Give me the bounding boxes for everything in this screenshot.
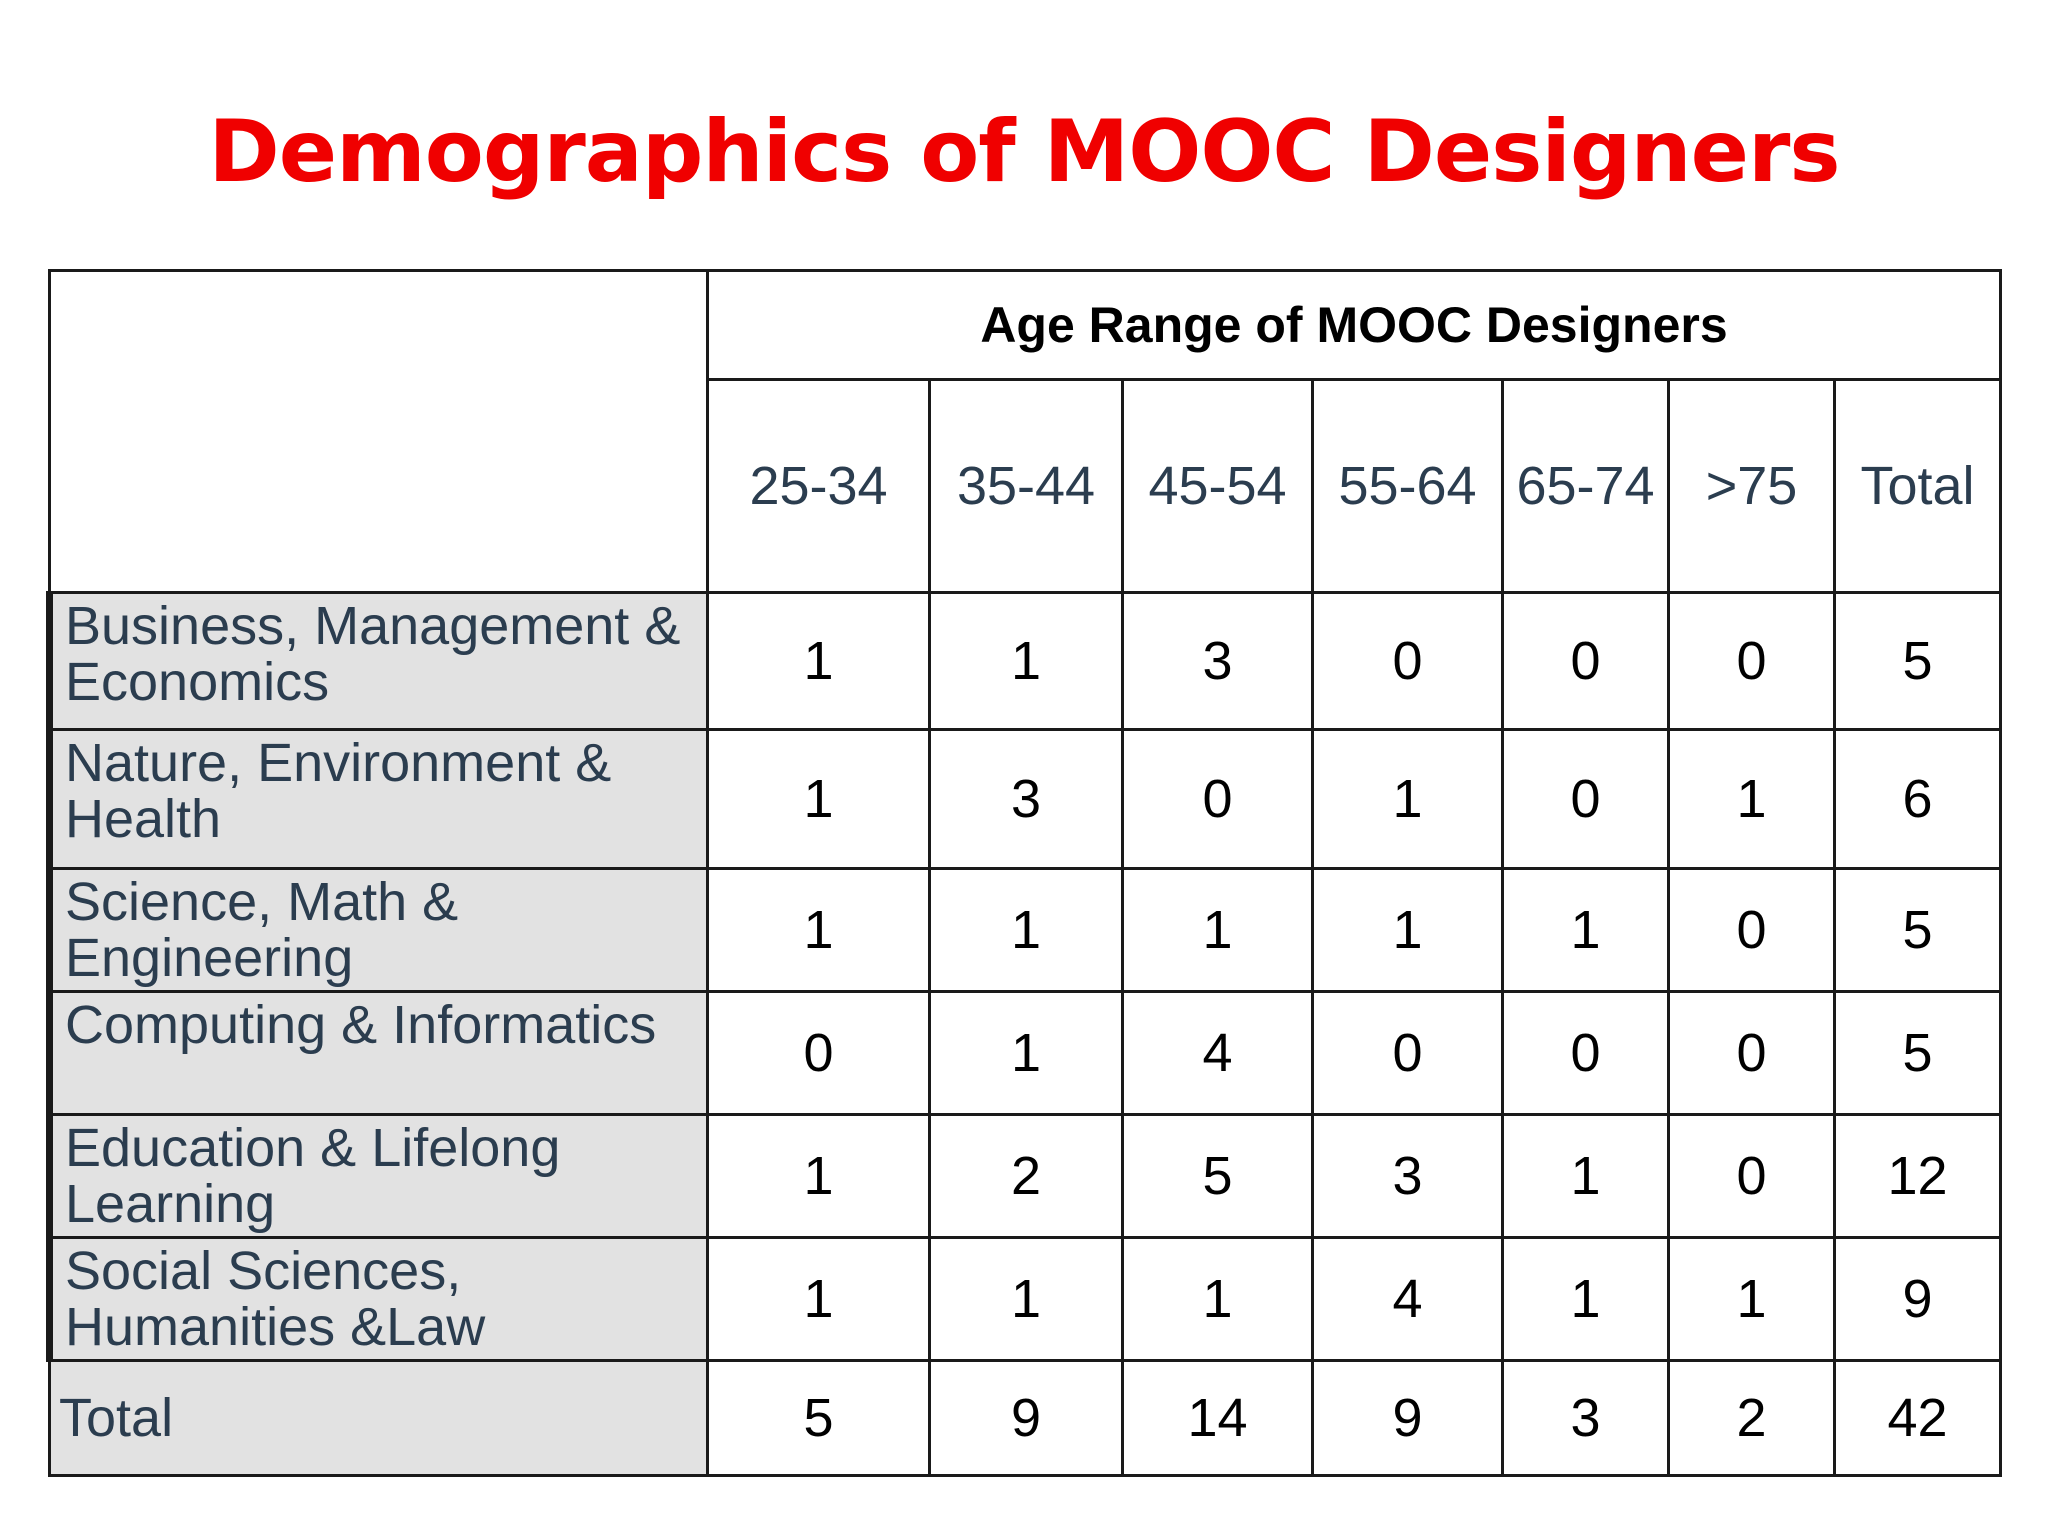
table-cell: 1 <box>1669 1238 1835 1361</box>
column-header: 65-74 <box>1503 380 1669 593</box>
table-cell: 0 <box>1503 992 1669 1115</box>
table-row <box>50 1238 2001 1361</box>
table-cell: 1 <box>708 593 930 730</box>
table-cell: 1 <box>708 730 930 869</box>
table-cell: 0 <box>1503 730 1669 869</box>
row-label: Science, Math & Engineering <box>50 869 708 992</box>
row-total-cell: 5 <box>1835 869 2001 992</box>
column-header: 25-34 <box>708 380 930 593</box>
table-row <box>50 593 2001 730</box>
table-cell: 1 <box>708 1115 930 1238</box>
table-row <box>50 730 2001 869</box>
column-header: 35-44 <box>930 380 1123 593</box>
table-cell: 1 <box>1123 869 1313 992</box>
table-cell: 1 <box>1503 1238 1669 1361</box>
table-cell: 0 <box>1313 992 1503 1115</box>
table-cell: 1 <box>708 869 930 992</box>
column-total-cell: 2 <box>1669 1361 1835 1476</box>
table-cell: 0 <box>1669 869 1835 992</box>
table-cell: 3 <box>1123 593 1313 730</box>
totals-row-label: Total <box>50 1361 708 1476</box>
column-header: 45-54 <box>1123 380 1313 593</box>
table-cell: 0 <box>1313 593 1503 730</box>
column-total-cell: 3 <box>1503 1361 1669 1476</box>
column-total-cell: 9 <box>930 1361 1123 1476</box>
table-cell: 4 <box>1313 1238 1503 1361</box>
row-label: Business, Management & Economics <box>50 593 708 730</box>
totals-row <box>50 1361 2001 1476</box>
grand-total-cell: 42 <box>1835 1361 2001 1476</box>
column-total-cell: 5 <box>708 1361 930 1476</box>
table-cell: 3 <box>1313 1115 1503 1238</box>
table-cell: 2 <box>930 1115 1123 1238</box>
table-cell: 0 <box>1669 1115 1835 1238</box>
column-total-cell: 9 <box>1313 1361 1503 1476</box>
column-header: >75 <box>1669 380 1835 593</box>
row-total-cell: 5 <box>1835 593 2001 730</box>
table-cell: 1 <box>708 1238 930 1361</box>
table-cell: 1 <box>930 593 1123 730</box>
row-label: Education & Lifelong Learning <box>50 1115 708 1238</box>
column-header: 55-64 <box>1313 380 1503 593</box>
table-cell: 1 <box>1503 1115 1669 1238</box>
table-cell: 0 <box>708 992 930 1115</box>
table-cell: 1 <box>930 1238 1123 1361</box>
table-row <box>50 869 2001 992</box>
row-label: Nature, Environment & Health <box>50 730 708 869</box>
table-cell: 1 <box>1669 730 1835 869</box>
table-cell: 1 <box>930 992 1123 1115</box>
row-total-cell: 12 <box>1835 1115 2001 1238</box>
age-range-header: Age Range of MOOC Designers <box>708 271 2001 380</box>
table-cell: 1 <box>1123 1238 1313 1361</box>
column-header-total: Total <box>1835 380 2001 593</box>
table-cell: 1 <box>1313 869 1503 992</box>
row-total-cell: 6 <box>1835 730 2001 869</box>
table-cell: 0 <box>1669 992 1835 1115</box>
demographics-table <box>46 269 2002 1477</box>
table-cell: 1 <box>930 869 1123 992</box>
row-total-cell: 9 <box>1835 1238 2001 1361</box>
row-total-cell: 5 <box>1835 992 2001 1115</box>
column-total-cell: 14 <box>1123 1361 1313 1476</box>
table-cell: 0 <box>1123 730 1313 869</box>
table-cell: 4 <box>1123 992 1313 1115</box>
table-cell: 1 <box>1503 869 1669 992</box>
row-label: Computing & Informatics <box>50 992 708 1115</box>
table-cell: 3 <box>930 730 1123 869</box>
table-cell: 1 <box>1313 730 1503 869</box>
table-row <box>50 992 2001 1115</box>
corner-cell <box>50 271 708 593</box>
table-row <box>50 1115 2001 1238</box>
row-label: Social Sciences, Humanities &Law <box>50 1238 708 1361</box>
table-cell: 5 <box>1123 1115 1313 1238</box>
slide-title: Demographics of MOOC Designers <box>208 102 1840 202</box>
table-cell: 0 <box>1503 593 1669 730</box>
table-cell: 0 <box>1669 593 1835 730</box>
